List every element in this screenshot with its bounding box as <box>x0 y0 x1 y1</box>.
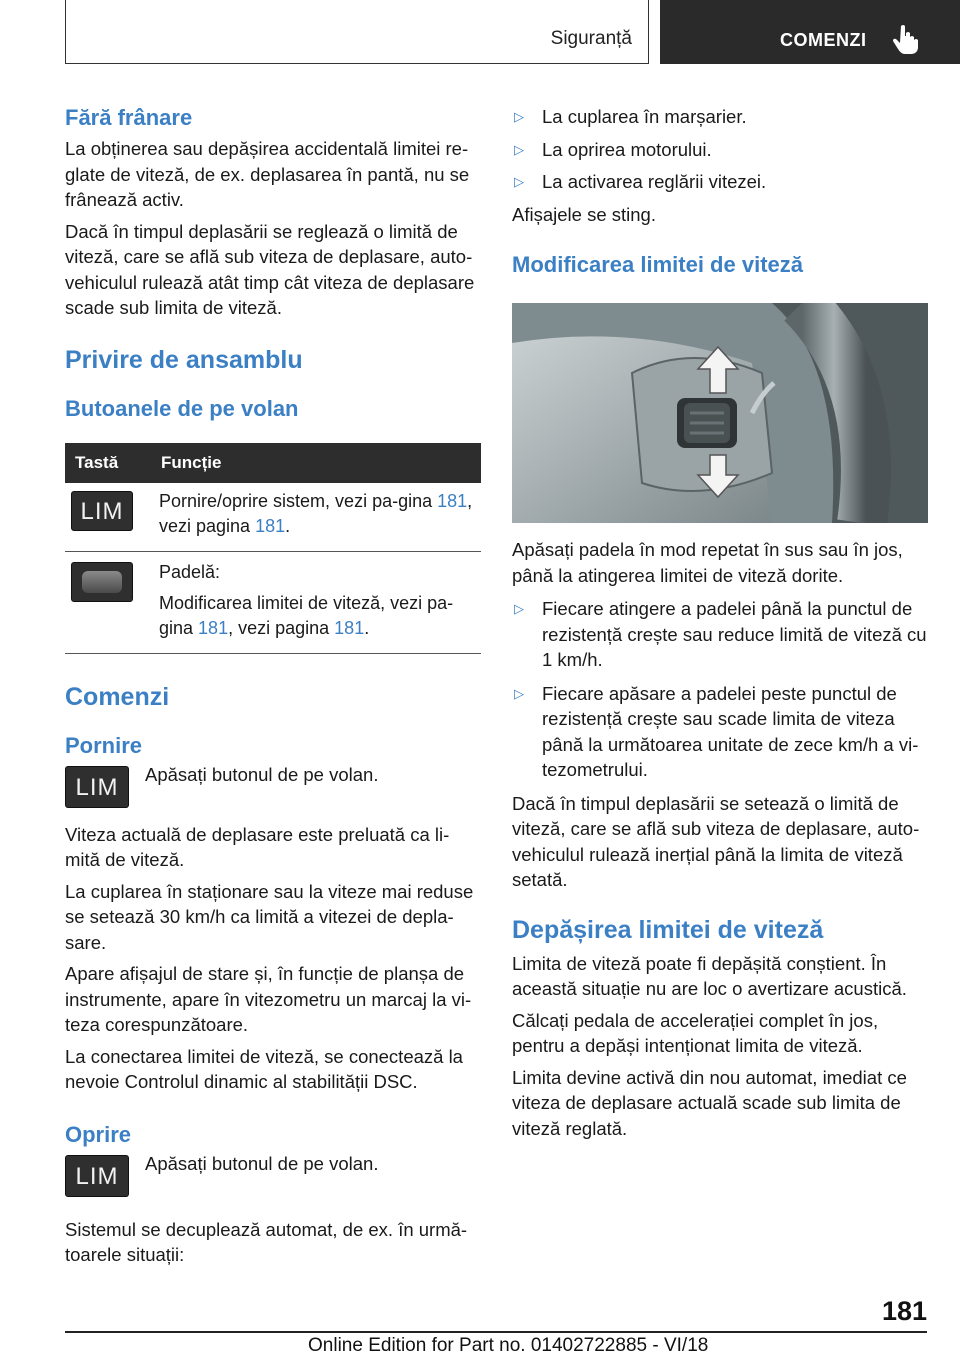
list-item: ▷ La cuplarea în marșarier. <box>512 104 928 130</box>
left-column <box>65 100 481 1268</box>
list-item: ▷ Fiecare atingere a padelei până la punctul de rezistență crește sau reduce limită de viteză cu 1 km/h. <box>514 598 927 670</box>
heading-depasirea-limitei: Depășirea limitei de viteză <box>512 915 824 944</box>
table-header-functie: Funcție <box>151 443 481 483</box>
paragraph: La obținerea sau depășirea accidentală limitei re-glate de viteză, de ex. deplasarea în pantă, nu se frânează activ. <box>65 138 470 210</box>
triangle-bullet-icon: ▷ <box>514 174 524 189</box>
list-item: ▷ La activarea reglării vitezei. <box>512 169 928 195</box>
heading-fara-franare: Fără frânare <box>65 105 193 130</box>
steering-wheel-illustration <box>512 303 928 523</box>
header-tab-label: COMENZI <box>780 30 867 50</box>
right-column <box>512 100 928 1141</box>
paragraph: Dacă în timpul deplasării se setează o limită de viteză, care se află sub viteza de deplasare, auto-vehiculul rulează inerțial până la limita de viteză setată. <box>512 792 920 890</box>
heading-butoanele-volan: Butoanele de pe volan <box>65 395 299 421</box>
oprire-row <box>65 1153 481 1211</box>
header-frame <box>65 0 649 64</box>
list-item: ▷ La oprirea motorului. <box>512 137 928 163</box>
hand-pointer-icon <box>892 24 920 54</box>
heading-pornire: Pornire <box>65 732 143 758</box>
triangle-bullet-icon: ▷ <box>514 141 524 157</box>
paragraph: Călcați pedala de accelerației complet în jos, pentru a depăși intenționat limita de viteză. <box>512 1009 879 1056</box>
paragraph: Apăsați butonul de pe volan. <box>145 763 379 785</box>
triangle-bullet-icon: ▷ <box>514 685 524 701</box>
table-cell: Padelă: Modificarea limitei de viteză, vezi pa-gina 181, vezi pagina 181. <box>151 551 481 653</box>
table-cell: Pornire/oprire sistem, vezi pa-gina 181, vezi pagina 181. <box>151 483 481 552</box>
lim-button-icon: LIM <box>65 1155 129 1197</box>
page-link[interactable]: 181 <box>334 617 365 638</box>
table-row <box>65 483 481 552</box>
paragraph: La cuplarea în staționare sau la viteze mai reduse se setează 30 km/h ca limită a vitezei de depla-sare. <box>65 880 474 953</box>
paragraph: Dacă în timpul deplasării se reglează o limită de viteză, care se află sub viteza de deplasare, auto-vehiculul rulează atât timp cât viteza de deplasare scade sub limita de viteză. <box>65 220 475 318</box>
paragraph: La conectarea limitei de viteză, se conectează la nevoie Controlul dinamic al stabilității DSC. <box>65 1045 463 1092</box>
paragraph: Apăsați butonul de pe volan. <box>145 1152 379 1174</box>
page-link[interactable]: 181 <box>198 617 229 638</box>
lim-button-icon: LIM <box>65 766 129 808</box>
header-section-title: Siguranță <box>550 28 632 49</box>
heading-privire-ansamblu: Privire de ansamblu <box>65 345 303 374</box>
paragraph: Limita de viteză poate fi depășită conștient. În această situație nu are loc o avertizare acustică. <box>512 952 907 999</box>
heading-oprire: Oprire <box>65 1121 132 1147</box>
paragraph: Afișajele se sting. <box>512 203 656 225</box>
bullet-list <box>512 596 928 783</box>
triangle-bullet-icon: ▷ <box>514 601 524 616</box>
bullet-list <box>512 104 928 195</box>
table-row <box>65 551 481 653</box>
footer-divider <box>65 1331 927 1333</box>
lim-button-icon: LIM <box>71 491 133 531</box>
paddle-icon <box>71 562 133 602</box>
heading-modificarea-limitei: Modificarea limitei de viteză <box>512 252 803 277</box>
paragraph: Sistemul se decuplează automat, de ex. în urmă-toarele situații: <box>65 1218 468 1265</box>
paragraph: Viteza actuală de deplasare este preluată ca li-mită de viteză. <box>65 823 450 870</box>
paragraph: Apăsați padela în mod repetat în sus sau în jos, până la atingerea limitei de viteză dorite. <box>512 539 903 586</box>
triangle-bullet-icon: ▷ <box>514 109 524 124</box>
page-number: 181 <box>881 1296 927 1326</box>
paragraph: Limita devine activă din nou automat, imediat ce viteza de deplasare actuală scade sub limita de viteză reglată. <box>512 1066 907 1139</box>
pornire-row <box>65 764 481 822</box>
edition-footer: Online Edition for Part no. 01402722885 - VI/18 <box>308 1335 709 1356</box>
page-link[interactable]: 181 <box>255 515 286 536</box>
list-item: ▷ Fiecare apăsare a padelei peste punctul de rezistență crește sau scade limita de viteza până la următoarea unitate de zece km/h a vi-tezometrului. <box>514 682 919 780</box>
steering-wheel-paddle-photo <box>512 303 928 523</box>
paragraph: Apare afișajul de stare și, în funcție de planșa de instrumente, apare în vitezometru un marcaj la vi-teza corespunzătoare. <box>65 963 472 1035</box>
page-link[interactable]: 181 <box>437 490 468 511</box>
keys-table <box>65 443 481 654</box>
table-header-tasta: Tastă <box>65 443 151 483</box>
heading-comenzi: Comenzi <box>65 682 170 711</box>
